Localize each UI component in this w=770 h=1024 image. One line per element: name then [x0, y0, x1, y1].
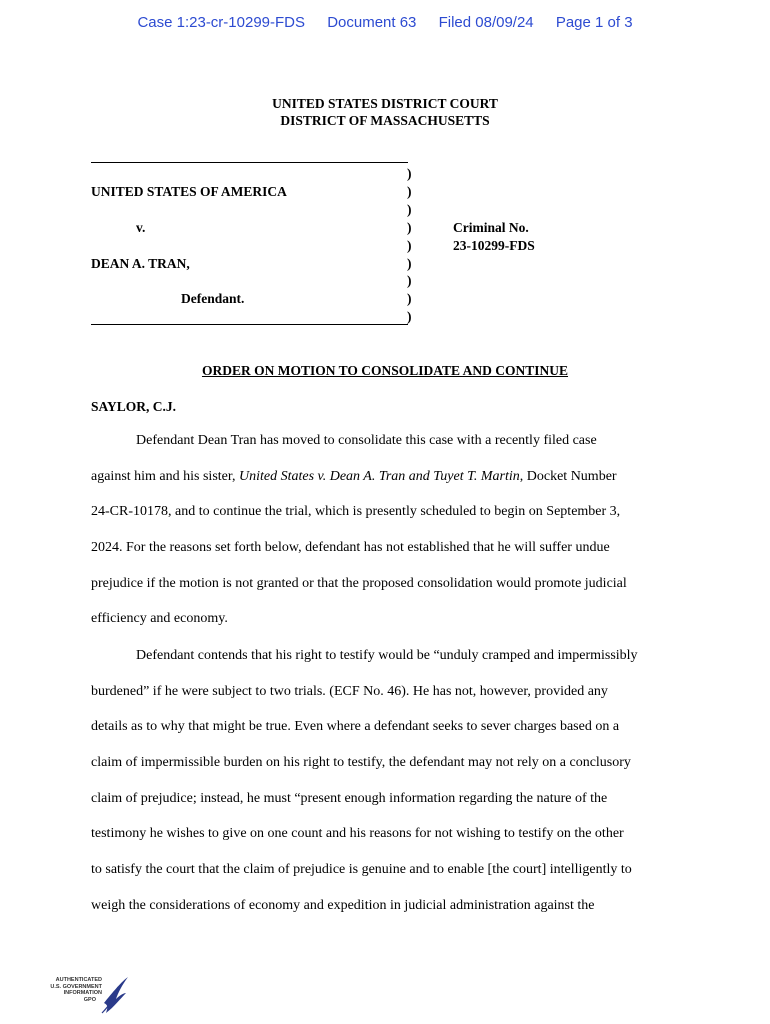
page-indicator: Page 1 of 3	[555, 14, 633, 31]
paragraph-line: testimony he wishes to give on one count and his reasons for not wishing to testify on the other	[91, 826, 624, 842]
paragraph-line	[91, 459, 691, 495]
court-name: UNITED STATES DISTRICT COURT	[272, 96, 498, 111]
paragraph-line: details as to why that might be true. Even where a defendant seeks to sever charges based on a	[91, 719, 620, 735]
paragraph-line: efficiency and economy.	[91, 611, 228, 627]
paragraph-line: Defendant contends that his right to testify would be “unduly cramped and impermissibly	[136, 648, 638, 663]
criminal-number: 23-10299-FDS	[453, 238, 535, 253]
court-heading	[0, 95, 770, 129]
filed-date: Filed 08/09/24	[438, 14, 534, 31]
plaintiff-name: UNITED STATES OF AMERICA	[91, 184, 287, 199]
paragraph-line: to satisfy the court that the claim of prejudice is genuine and to enable [the court] intelligently to	[91, 862, 632, 878]
ecf-header	[0, 14, 770, 31]
seal-line: INFORMATION	[63, 990, 102, 996]
paragraph-line: prejudice if the motion is not granted or that the proposed consolidation would promote judicial	[91, 575, 627, 591]
case-citation: United States v. Dean A. Tran and Tuyet T. Martin	[238, 468, 520, 484]
paragraph-line: claim of impermissible burden on his right to testify, the defendant may not rely on a conclusory	[91, 755, 631, 771]
paragraph-line: claim of prejudice; instead, he must “present enough information regarding the nature of the	[91, 790, 608, 806]
versus: v.	[136, 220, 146, 235]
criminal-label: Criminal No.	[453, 220, 529, 235]
caption-top-rule	[91, 162, 408, 163]
paragraph-line: 2024. For the reasons set forth below, defendant has not established that he will suffer undue	[91, 540, 610, 556]
order-title: ORDER ON MOTION TO CONSOLIDATE AND CONTINUE	[201, 363, 569, 378]
paragraph-2	[91, 638, 691, 924]
judge-name: SAYLOR, C.J.	[91, 399, 177, 414]
defendant-role: Defendant.	[181, 291, 245, 306]
paragraph-1	[91, 423, 691, 637]
document-number: Document 63	[327, 14, 417, 31]
caption-bottom-rule	[91, 324, 408, 325]
seal-line: AUTHENTICATED	[55, 977, 102, 983]
paragraph-line: weigh the considerations of economy and expedition in judicial administration against the	[91, 897, 595, 913]
case-number: Case 1:23-cr-10299-FDS	[137, 14, 306, 31]
text-run: against him and his sister,	[91, 468, 239, 484]
caption-parentheses: ) ) ) ) ) ) ) ) )	[407, 166, 412, 325]
seal-line: U.S. GOVERNMENT	[50, 983, 102, 990]
paragraph-line: Defendant Dean Tran has moved to consolidate this case with a recently filed case	[136, 433, 597, 448]
text-run: , Docket Number	[519, 468, 617, 484]
paragraph-line: 24-CR-10178, and to continue the trial, which is presently scheduled to begin on September 3,	[91, 504, 621, 520]
seal-line: GPO	[83, 996, 96, 1003]
gpo-authentication-seal	[42, 973, 132, 1018]
eagle-icon	[42, 973, 132, 1018]
court-district: DISTRICT OF MASSACHUSETTS	[280, 113, 490, 128]
paragraph-line: burdened” if he were subject to two trials. (ECF No. 46). He has not, however, provided any	[91, 683, 608, 699]
defendant-name: DEAN A. TRAN,	[91, 256, 190, 271]
